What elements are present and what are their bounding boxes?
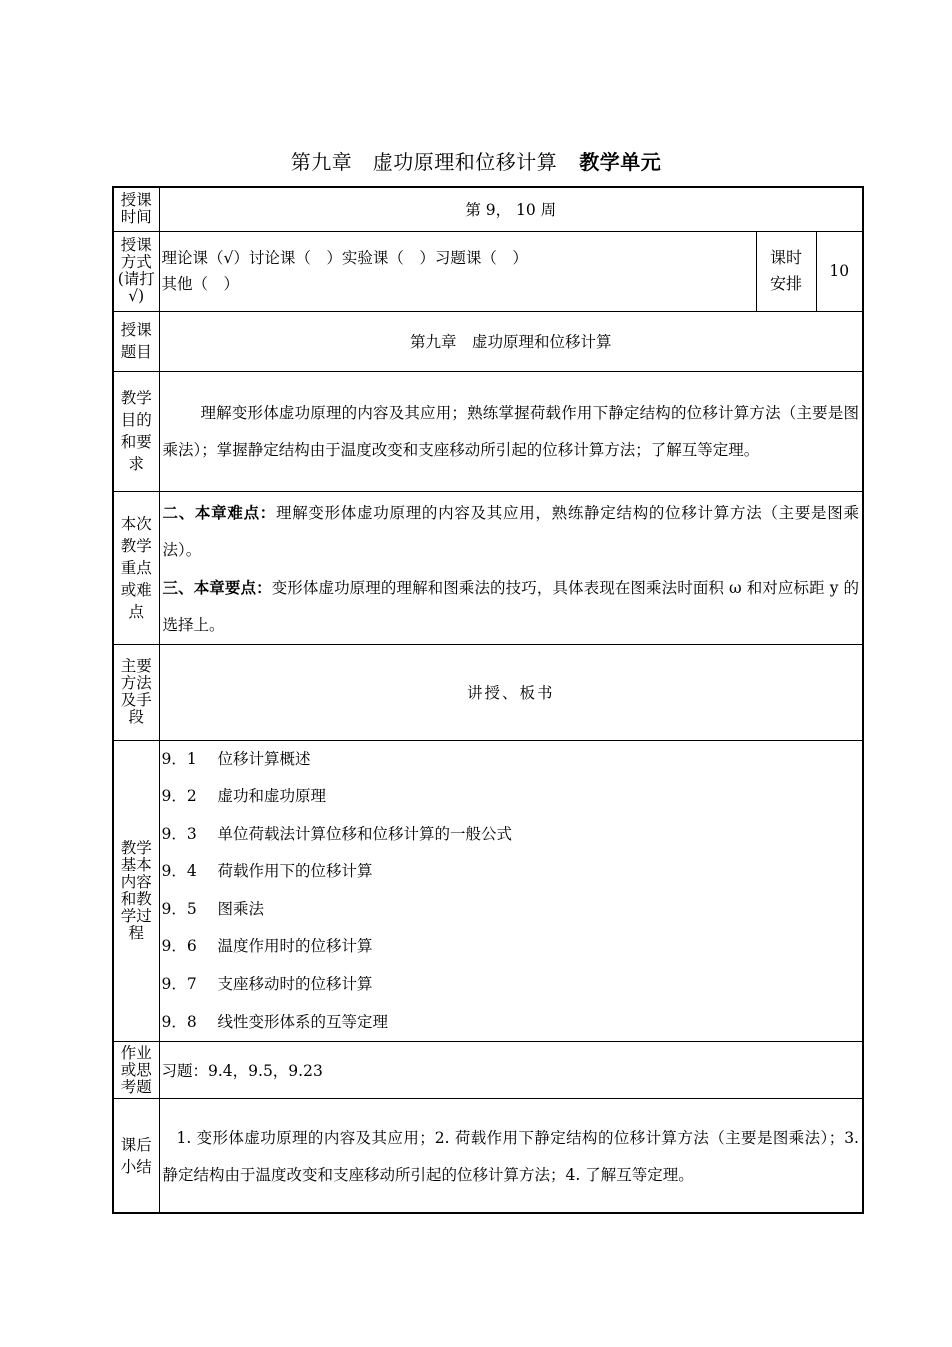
list-item: 9．8 线性变形体系的互等定理 bbox=[161, 1012, 389, 1031]
focus-paragraph bbox=[160, 569, 863, 644]
focus-prefix: 三、本章要点： bbox=[162, 577, 272, 597]
list-item: 9．3 单位荷载法计算位移和位移计算的一般公式 bbox=[161, 824, 513, 843]
value-time: 第 9， 10 周 bbox=[159, 187, 863, 231]
format-cell bbox=[159, 231, 863, 311]
label-objectives: 教学目的和要求 bbox=[113, 371, 159, 491]
row-time bbox=[113, 187, 863, 231]
list-item: 9．1 位移计算概述 bbox=[161, 749, 311, 768]
value-methods: 讲授、板书 bbox=[159, 644, 863, 740]
hours-value: 10 bbox=[816, 232, 862, 311]
row-summary bbox=[113, 1099, 863, 1213]
label-homework: 作业或思考题 bbox=[113, 1042, 159, 1099]
keypoints-cell bbox=[159, 491, 863, 644]
label-time: 授课时间 bbox=[113, 187, 159, 231]
title-emphasis: 教学单元 bbox=[579, 150, 662, 174]
difficulty-prefix: 二、本章难点： bbox=[162, 502, 276, 522]
row-objectives bbox=[113, 371, 863, 491]
label-summary: 课后小结 bbox=[113, 1099, 159, 1213]
summary-text: 1. 变形体虚功原理的内容及其应用；2. 荷载作用下静定结构的位移计算方法（主要是图乘法）；3. 静定结构由于温度改变和支座移动所引起的位移计算方法；4. 了解互等定理。 bbox=[162, 1128, 859, 1184]
difficulty-paragraph bbox=[160, 492, 863, 569]
content-list bbox=[159, 740, 863, 1042]
row-topic bbox=[113, 311, 863, 371]
row-keypoints bbox=[113, 491, 863, 644]
list-item: 9．5 图乘法 bbox=[161, 899, 265, 918]
list-item: 9．4 荷载作用下的位移计算 bbox=[161, 862, 373, 881]
row-content bbox=[113, 740, 863, 1042]
objectives-cell bbox=[159, 371, 863, 491]
row-homework bbox=[113, 1042, 863, 1099]
label-topic: 授课题目 bbox=[113, 311, 159, 371]
focus-text: 变形体虚功原理的理解和图乘法的技巧，具体表现在图乘法时面积 ω 和对应标距 y 的选择上。 bbox=[162, 578, 859, 634]
objectives-text: 理解变形体虚功原理的内容及其应用；熟练掌握荷载作用下静定结构的位移计算方法（主要是图乘法）；掌握静定结构由于温度改变和支座移动所引起的位移计算方法；了解互等定理。 bbox=[162, 404, 859, 459]
value-topic: 第九章 虚功原理和位移计算 bbox=[159, 311, 863, 371]
label-content: 教学基本内容和教学过程 bbox=[113, 740, 159, 1042]
title-main: 第九章 虚功原理和位移计算 bbox=[290, 150, 558, 174]
lesson-plan-table bbox=[112, 186, 864, 1214]
label-methods: 主要方法及手段 bbox=[113, 644, 159, 740]
row-methods bbox=[113, 644, 863, 740]
list-item: 9．2 虚功和虚功原理 bbox=[161, 787, 327, 806]
list-item: 9．6 温度作用时的位移计算 bbox=[161, 937, 373, 956]
difficulty-text: 理解变形体虚功原理的内容及其应用，熟练静定结构的位移计算方法（主要是图乘法）。 bbox=[162, 503, 859, 559]
list-item: 9．7 支座移动时的位移计算 bbox=[161, 975, 373, 994]
page-title bbox=[0, 146, 952, 175]
format-line2: 其他（ ） bbox=[161, 275, 240, 293]
format-options bbox=[160, 232, 757, 311]
row-format bbox=[113, 231, 863, 311]
label-keypoints: 本次教学重点或难点 bbox=[113, 491, 159, 644]
label-format: 授课方式(请打√) bbox=[113, 231, 159, 311]
value-homework: 习题：9.4，9.5，9.23 bbox=[159, 1042, 863, 1099]
format-line1: 理论课（√）讨论课（ ）实验课（ ）习题课（ ） bbox=[161, 249, 528, 267]
hours-label: 课时安排 bbox=[756, 232, 816, 311]
summary-cell bbox=[159, 1099, 863, 1213]
